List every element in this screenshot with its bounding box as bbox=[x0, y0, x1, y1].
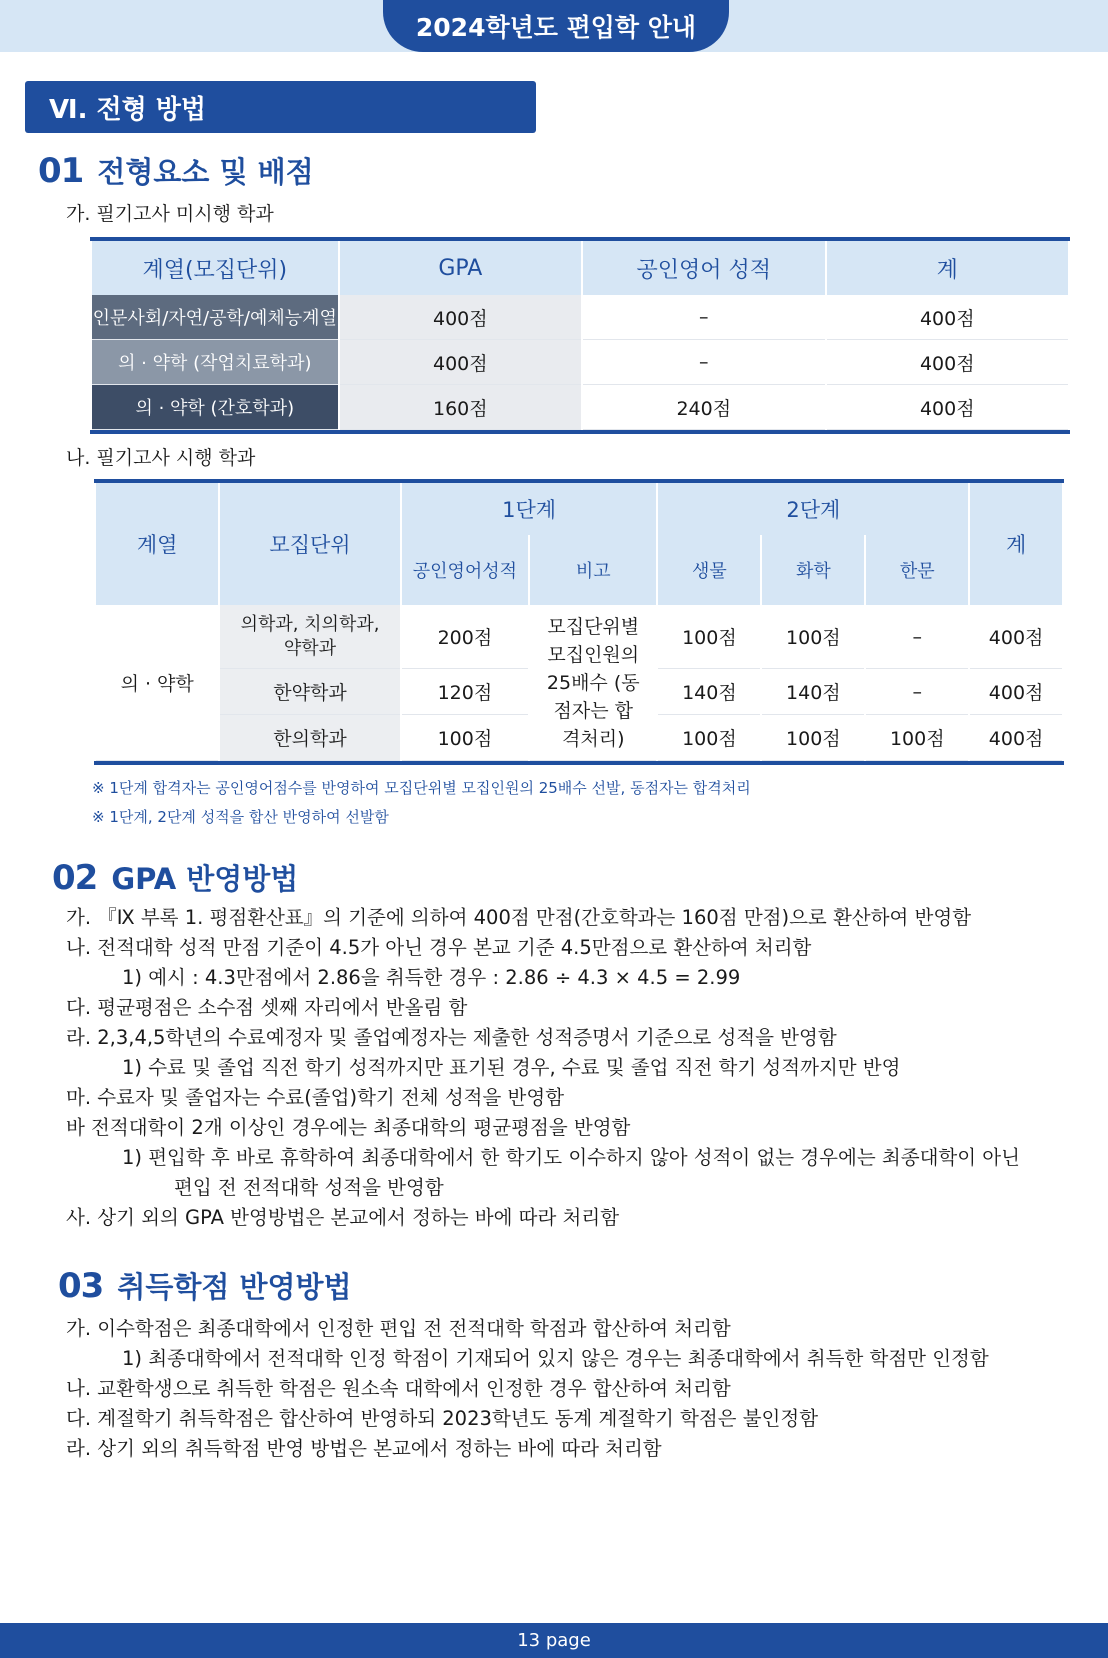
heading-text: 취득학점 반영방법 bbox=[117, 1270, 352, 1304]
heading-number: 03 bbox=[58, 1266, 104, 1306]
cell-note: 모집단위별 모집인원의 25배수 (동점자는 합격처리) bbox=[530, 605, 656, 761]
table-header-row bbox=[92, 241, 1068, 295]
cell-chem: 100점 bbox=[762, 715, 864, 761]
col-header: 계 bbox=[827, 241, 1069, 295]
cell-hanmun: – bbox=[866, 605, 968, 669]
note-2: ※ 1단계, 2단계 성적을 합산 반영하여 선발함 bbox=[92, 808, 389, 826]
cell-hanmun: 100점 bbox=[866, 715, 968, 761]
page-footer: 13 page bbox=[0, 1623, 1108, 1658]
header-title: 2024학년도 편입학 안내 bbox=[383, 0, 729, 52]
cell-total: 400점 bbox=[970, 715, 1062, 761]
col-header-chem: 화학 bbox=[762, 535, 864, 605]
cell-total: 400점 bbox=[827, 295, 1069, 340]
list-item: 마. 수료자 및 졸업자는 수료(졸업)학기 전체 성적을 반영함 bbox=[66, 1086, 565, 1109]
col-header-note: 비고 bbox=[530, 535, 656, 605]
heading-01 bbox=[38, 150, 314, 191]
heading-02 bbox=[52, 857, 298, 898]
credit-method-list bbox=[66, 1314, 989, 1464]
cell-chem: 100점 bbox=[762, 605, 864, 669]
cell-gpa: 400점 bbox=[340, 340, 581, 385]
cell-total: 400점 bbox=[970, 669, 1062, 715]
subheading-b: 나. 필기고사 시행 학과 bbox=[66, 447, 256, 469]
list-item: 1) 편입학 후 바로 휴학하여 최종대학에서 한 학기도 이수하지 않아 성적이 없는 경우에는 최종대학이 아닌 bbox=[122, 1146, 1020, 1169]
heading-03 bbox=[58, 1265, 352, 1306]
cell-field: 의 · 약학 bbox=[96, 605, 218, 761]
cell-total: 400점 bbox=[970, 605, 1062, 669]
cell-eng: 120점 bbox=[402, 669, 528, 715]
col-header-total: 계 bbox=[970, 483, 1062, 605]
col-header: GPA bbox=[340, 241, 581, 295]
cell-gpa: 400점 bbox=[340, 295, 581, 340]
cell-dept: 의 · 약학 (간호학과) bbox=[92, 385, 338, 430]
subheading-a: 가. 필기고사 미시행 학과 bbox=[66, 203, 274, 225]
cell-bio: 100점 bbox=[658, 715, 760, 761]
cell-dept: 의 · 약학 (작업치료학과) bbox=[92, 340, 338, 385]
table-row bbox=[96, 605, 1062, 669]
cell-eng: 100점 bbox=[402, 715, 528, 761]
list-item: 가. 이수학점은 최종대학에서 인정한 편입 전 전적대학 학점과 합산하여 처리함 bbox=[66, 1317, 731, 1340]
gpa-method-list bbox=[66, 903, 1020, 1233]
col-header-field: 계열 bbox=[96, 483, 218, 605]
heading-text: 전형요소 및 배점 bbox=[97, 155, 314, 189]
table-header-row bbox=[96, 483, 1062, 535]
heading-text: GPA 반영방법 bbox=[111, 862, 299, 896]
cell-bio: 140점 bbox=[658, 669, 760, 715]
list-item: 라. 상기 외의 취득학점 반영 방법은 본교에서 정하는 바에 따라 처리함 bbox=[66, 1437, 662, 1460]
table-row bbox=[92, 295, 1068, 340]
list-item: 다. 계절학기 취득학점은 합산하여 반영하되 2023학년도 동계 계절학기 학점은 불인정함 bbox=[66, 1407, 819, 1430]
cell-hanmun: – bbox=[866, 669, 968, 715]
table-no-written-exam bbox=[90, 237, 1070, 434]
col-header-stage2: 2단계 bbox=[658, 483, 968, 535]
cell-eng: – bbox=[583, 295, 824, 340]
list-item: 편입 전 전적대학 성적을 반영함 bbox=[174, 1176, 444, 1199]
section-title: Ⅵ. 전형 방법 bbox=[25, 81, 536, 133]
cell-gpa: 160점 bbox=[340, 385, 581, 430]
list-item: 다. 평균평점은 소수점 셋째 자리에서 반올림 함 bbox=[66, 996, 468, 1019]
col-header-hanmun: 한문 bbox=[866, 535, 968, 605]
cell-dept: 인문사회/자연/공학/예체능계열 bbox=[92, 295, 338, 340]
col-header-stage1: 1단계 bbox=[402, 483, 657, 535]
cell-eng: – bbox=[583, 340, 824, 385]
list-item: 1) 예시 : 4.3만점에서 2.86을 취득한 경우 : 2.86 ÷ 4.3 × 4.5 = 2.99 bbox=[122, 966, 741, 989]
note-1: ※ 1단계 합격자는 공인영어점수를 반영하여 모집단위별 모집인원의 25배수 선발, 동점자는 합격처리 bbox=[92, 779, 751, 797]
list-item: 사. 상기 외의 GPA 반영방법은 본교에서 정하는 바에 따라 처리함 bbox=[66, 1206, 620, 1229]
col-header-bio: 생물 bbox=[658, 535, 760, 605]
list-item: 라. 2,3,4,5학년의 수료예정자 및 졸업예정자는 제출한 성적증명서 기준으로 성적을 반영함 bbox=[66, 1026, 837, 1049]
list-item: 1) 수료 및 졸업 직전 학기 성적까지만 표기된 경우, 수료 및 졸업 직전 학기 성적까지만 반영 bbox=[122, 1056, 901, 1079]
table-written-exam bbox=[94, 479, 1064, 765]
col-header-unit: 모집단위 bbox=[220, 483, 399, 605]
list-item: 나. 교환학생으로 취득한 학점은 원소속 대학에서 인정한 경우 합산하여 처리함 bbox=[66, 1377, 731, 1400]
col-header-eng: 공인영어성적 bbox=[402, 535, 528, 605]
cell-unit: 한약학과 bbox=[220, 669, 399, 715]
cell-bio: 100점 bbox=[658, 605, 760, 669]
table-row bbox=[92, 340, 1068, 385]
heading-number: 02 bbox=[52, 858, 98, 898]
heading-number: 01 bbox=[38, 151, 84, 191]
list-item: 바 전적대학이 2개 이상인 경우에는 최종대학의 평균평점을 반영함 bbox=[66, 1116, 631, 1139]
col-header: 공인영어 성적 bbox=[583, 241, 824, 295]
col-header: 계열(모집단위) bbox=[92, 241, 338, 295]
cell-total: 400점 bbox=[827, 340, 1069, 385]
cell-total: 400점 bbox=[827, 385, 1069, 430]
list-item: 1) 최종대학에서 전적대학 인정 학점이 기재되어 있지 않은 경우는 최종대학에서 취득한 학점만 인정함 bbox=[122, 1347, 989, 1370]
cell-eng: 200점 bbox=[402, 605, 528, 669]
cell-unit: 한의학과 bbox=[220, 715, 399, 761]
cell-chem: 140점 bbox=[762, 669, 864, 715]
cell-unit: 의학과, 치의학과, 약학과 bbox=[220, 605, 399, 669]
cell-eng: 240점 bbox=[583, 385, 824, 430]
list-item: 가. 『Ⅸ 부록 1. 평점환산표』의 기준에 의하여 400점 만점(간호학과는 160점 만점)으로 환산하여 반영함 bbox=[66, 906, 972, 929]
table-row bbox=[92, 385, 1068, 430]
list-item: 나. 전적대학 성적 만점 기준이 4.5가 아닌 경우 본교 기준 4.5만점으로 환산하여 처리함 bbox=[66, 936, 812, 959]
